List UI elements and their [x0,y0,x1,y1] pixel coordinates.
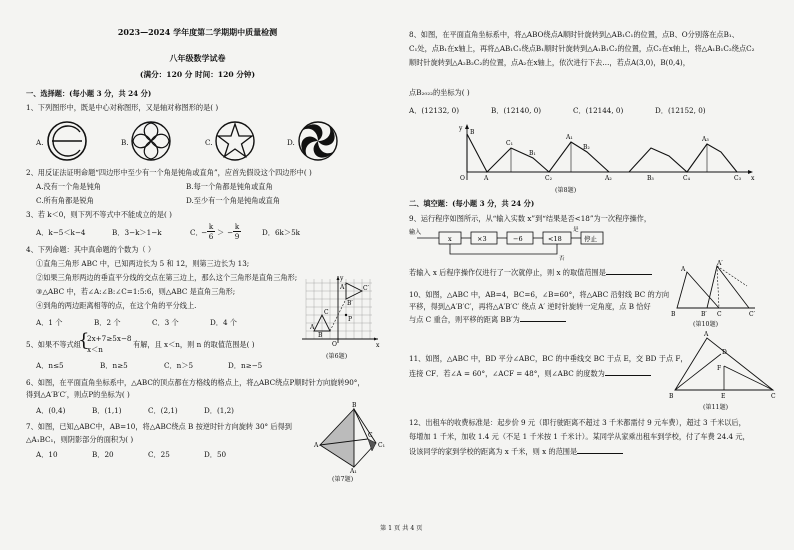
q3-option-b: B．3−k＞1−k [112,228,162,237]
q5-option-d: D．n≥−5 [228,361,263,370]
fig6-label-y: y [340,275,344,282]
q6-option-d: D．(1,2) [204,406,234,415]
q6-option-a: A．(0,4) [36,406,66,415]
fig8-label-c2: C₂ [545,175,552,182]
q8-option-d: D．(12152, 0) [655,106,706,115]
q7-option-b: B．20 [92,450,114,459]
fig8-label-b3: B₃ [647,175,654,182]
q10-line-3 [409,314,566,324]
q6-line-2: 得到△A′B′C′，则点P的坐标为( ) [26,390,130,399]
q8-option-b: B．(12140, 0) [491,106,542,115]
fig11-label-d: D [722,349,727,356]
fig6-label-o: O [332,341,337,348]
figure-10-caption: (第10题) [693,321,719,328]
q8-line-2: C₁处，点B₁在x轴上，再将△AB₁C₁绕点B₁顺时针旋转到△A₁B₁C₂的位置，点C₂在x轴上，将△A₁B₁C₂绕点C₂ [409,44,755,53]
q12-answer-blank [577,446,623,454]
flow-stop-box: 停止 [584,235,597,243]
q11-line-1: 11、如图，△ABC 中，BD 平分∠ABC，BC 的中垂线交 BC 于点 E，交 BD 于点 F， [409,354,688,363]
q5-option-b: B．n≥5 [100,361,128,370]
flow-no-label: 否 [559,256,565,262]
section2-heading: 二、填空题：(每小题 3 分，共 24 分) [409,199,535,208]
fig8-label-b: B [470,129,475,136]
q3-option-d: D．6k＞5k [262,228,300,237]
exam-meta: (满分：120 分 时间：120 分钟) [139,70,256,79]
q2-option-b: B.每一个角都是钝角或直角 [186,182,273,191]
q3-option-c-prefix: C． [190,228,203,237]
q4-option-d: D．4 个 [210,318,237,327]
q4-stem: 4、下列命题：其中真命题的个数为（ ） [26,245,156,254]
q3-option-c-op: ＞ [217,228,225,237]
fig11-label-e: E [721,393,726,400]
fig8-label-b2: B₂ [583,144,590,151]
q11-line-2-text: 连接 CF．若∠A = 60°，∠ACF = 48°，则∠ABC 的度数为 [409,369,605,378]
fig10-label-b-prime: B′ [701,311,707,318]
figure-10-translation [671,260,781,318]
q4-statement-4: ④到角的两边距离相等的点，在这个角的平分线上. [36,301,197,310]
fig8-label-c1: C₁ [506,140,513,147]
fig7-label-b: B [352,402,357,409]
q5-suffix: 有解，且 x＜n，则 n 的取值范围是( ) [133,340,255,349]
q9-answer-blank [606,267,652,275]
fig8-label-a: A [484,175,489,182]
fig10-label-a-prime: A′ [717,260,723,267]
flow-yes-label: 是 [573,227,579,233]
fig11-label-a: A [704,331,709,338]
q1-option-a-figure [46,120,88,162]
q7-line-1: 7、如图，已知△ABC中，AB=10，将△ABC绕点 B 按逆时针方向旋转 30° 后得到 [26,422,292,431]
q3-option-c-den1: 6 [208,232,214,241]
fig6-label-x: x [376,342,380,349]
flow-x-box: x [448,235,452,243]
figure-8-caption: (第8题) [555,187,577,194]
q1-label-b: B. [121,138,129,147]
exam-subject: 八年级数学试卷 [169,53,226,63]
fig6-label-a: A [310,324,315,331]
fig7-label-c: C [368,432,373,439]
figure-11-triangle [669,330,779,402]
q10-line-3-text: 与点 C 重合，则平移的距离 BB′为 [409,315,520,324]
fig6-label-c-prime: C′ [363,285,369,292]
q5-prefix: 5、如果不等式组 [26,340,81,349]
fig10-label-c: C [717,311,722,318]
q9-line-2-text: 若输入 x 后程序操作仅进行了一次就停止，则 x 的取值范围是 [409,268,606,277]
q9-flowchart [409,226,659,262]
fig6-label-b: B [318,332,323,339]
q7-option-a: A．10 [36,450,58,459]
fig7-label-c1: C₁ [378,442,385,449]
q1-label-d: D. [287,138,295,147]
q11-answer-blank [605,368,651,376]
q1-option-b-figure [130,120,172,162]
q6-option-b: B．(1,1) [92,406,122,415]
q5-option-c: C．n＞5 [164,361,194,370]
fig8-label-o: O [460,175,465,182]
flow-minus6-box: −6 [513,235,523,243]
q1-option-c-figure [214,120,256,162]
q12-line-3-text: 设该同学的家到学校的距离为 x 千米，则 x 的范围是 [409,447,578,456]
q8-option-a: A．(12132, 0) [409,106,459,115]
fig8-label-c3: C₃ [734,175,741,182]
q6-option-c: C．(2,1) [148,406,178,415]
q5-brace: { [78,330,90,351]
q4-option-c: C．3 个 [152,318,179,327]
fig6-label-p: P [348,316,353,323]
q1-option-d-figure [297,120,339,162]
q4-statement-2: ②如果三角形两边的垂直平分线的交点在第三边上，那么这个三角形是直角三角形; [36,273,298,282]
q3-option-a: A．k−5＜k−4 [36,228,86,237]
q8-option-c: C．(12144, 0) [573,106,624,115]
figure-7-caption: (第7题) [332,476,354,483]
figure-11-caption: (第11题) [703,404,729,411]
q3-stem: 3、若 k＜0，则下列不等式中不能成立的是( ) [26,210,172,219]
fig11-label-c: C [771,393,776,400]
q3-option-c-sign1: − [201,228,208,237]
q4-option-b: B．2 个 [94,318,121,327]
fig8-label-c4: C₄ [683,175,690,182]
fig8-label-y: y [459,125,463,132]
q1-stem: 1、下列图形中，既是中心对称图形，又是轴对称图形的是( ) [26,103,219,112]
fig8-label-a2: A₂ [605,175,612,182]
fig8-label-b1: B₁ [529,150,536,157]
q9-line-2 [409,267,652,277]
exam-title: 2023—2024 学年度第二学期期中质量检测 [117,27,278,37]
fig8-label-a3: A₃ [702,136,709,143]
q2-option-c: C.所有角都是锐角 [36,196,94,205]
figure-6-grid [300,275,382,350]
q12-line-3 [409,446,623,456]
figure-7-triangles [310,402,390,475]
q7-line-2: △A₁BC₁，则阴影部分的面积为( ) [26,435,134,444]
fig6-label-b-prime: B′ [347,300,353,307]
q6-line-1: 6、如图，在平面直角坐标系中，△ABC的顶点都在方格线的格点上，将△ABC绕点P顺时针方向旋转90°， [26,378,365,387]
q5-option-a: A．n≤5 [36,361,64,370]
fig7-label-a1: A₁ [350,468,357,475]
q2-stem: 2、用反证法证明命题“四边形中至少有一个角是钝角或直角”，应首先假设这个四边形中( ) [26,168,312,177]
fig10-label-b: B [671,311,676,318]
q7-option-c: C．25 [148,450,170,459]
q5-inequality-2: x＜n [87,345,103,354]
q8-line-3: 顺时针旋转到△A₂B₂C₂的位置，点A₂在x轴上，依次进行下去…，若点A(3,0)，B(0,4)， [409,58,690,67]
flow-input-label: 输入 [409,229,422,236]
fig10-label-c-prime: C′ [749,311,755,318]
figure-8-rotations [459,122,759,184]
q3-option-c-num2: k [234,222,240,231]
q5-inequality-1: 2x+7≥5x−8 [87,334,132,343]
fig11-label-f: F [717,365,722,372]
q4-statement-3: ③△ABC 中，若∠A:∠B:∠C=1:5:6，则△ABC 是直角三角形; [36,287,236,296]
flow-compare-box: <18 [548,235,562,243]
fig8-label-x: x [751,175,755,182]
q12-line-1: 12、出租车的收费标准是：起步价 9 元（即行驶距离不超过 3 千米都需付 9 元车费），超过 3 千米以后， [409,418,746,427]
fig7-label-a: A [314,442,319,449]
q8-line-4: 点B₂₀₂₂的坐标为( ) [409,88,470,97]
q10-answer-blank [520,314,566,322]
q2-option-a: A.没有一个角是钝角 [36,182,101,191]
fig6-label-c: C [324,309,329,316]
fig6-label-a-prime: A′ [340,284,346,291]
q7-option-d: D．50 [204,450,227,459]
q10-line-2: 平移，得到△A′B′C′，再将△A′B′C′ 绕点 A′ 逆时针旋转一定角度，点 B 恰好 [409,302,651,311]
q3-option-c-sign2: − [227,228,234,237]
q3-option-c-den2: 9 [234,232,240,241]
q12-line-2: 每增加 1 千米，加收 1.4 元（不足 1 千米按 1 千米计）。某同学从家乘出租车到学校，付了车费 24.4 元， [409,432,750,441]
figure-6-caption: (第6题) [326,353,348,360]
section1-heading: 一、选择题：(每小题 3 分，共 24 分) [26,89,152,98]
q3-option-c-num1: k [208,222,214,231]
fig10-label-a: A [681,266,686,273]
q11-line-2 [409,368,651,378]
page-footer: 第 1 页 共 4 页 [380,525,423,532]
flow-times3-box: ×3 [477,235,487,243]
q8-line-1: 8、如图，在平面直角坐标系中，将△ABO绕点A顺时针旋转到△AB₁C₁的位置，点B、O分别落在点B₁、 [409,30,739,39]
fig8-label-a1: A₁ [566,134,573,141]
fig11-label-b: B [669,393,674,400]
q1-label-c: C. [205,138,213,147]
right-column [397,0,794,550]
q2-option-d: D.至少有一个角是钝角或直角 [186,196,281,205]
q4-option-a: A．1 个 [36,318,63,327]
q10-line-1: 10、如图，△ABC 中，AB=4，BC=6，∠B=60°，将△ABC 沿射线 BC 的方向 [409,290,670,299]
q4-statement-1: ①直角三角形 ABC 中，已知两边长为 5 和 12，则第三边长为 13; [36,259,250,268]
q9-stem: 9、运行程序如图所示，从“输入实数 x”到“结果是否<18”为一次程序操作， [409,214,652,223]
q1-label-a: A. [36,138,44,147]
